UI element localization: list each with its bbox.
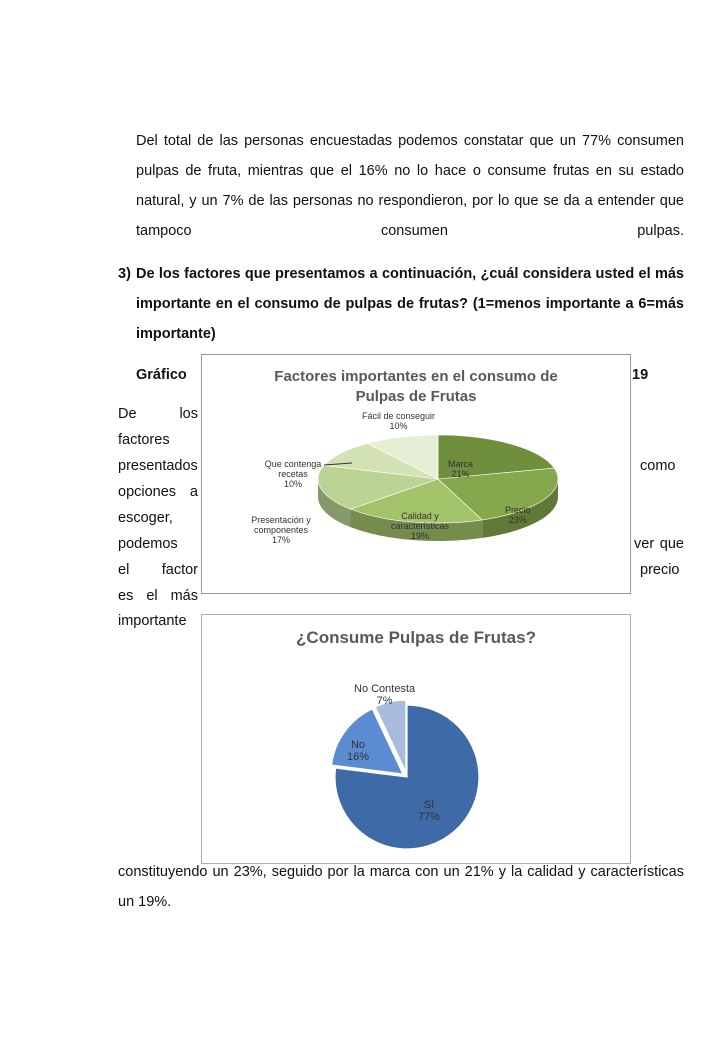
left-text-row (118, 482, 198, 502)
slice-label-calidad: Calidad y características 19% (390, 511, 450, 541)
word: opciones (118, 484, 177, 500)
left-text-row (118, 560, 198, 580)
intro-paragraph: Del total de las personas encuestadas podemos constatar que un 77% consumen pulpas de fruta, mientras que el 16% no lo hace o consume frutas en su estado natural, y un 7% de las personas no respondieron, por lo que se da a entender que tampoco consumen pulpas. (136, 133, 684, 239)
word: ver (634, 536, 655, 552)
word: que (659, 536, 684, 552)
question-number: 3) (118, 266, 131, 282)
question-text: De los factores que presentamos a continuación, ¿cuál considera usted el más importante en el consumo de pulpas de frutas? (1=menos importante a 6=más importante) (136, 266, 684, 342)
slice-label-recetas: Que contenga recetas 10% (264, 459, 322, 489)
slice-label-no: No 16% (347, 739, 370, 763)
word: más (170, 588, 198, 604)
chart-title: ¿Consume Pulpas de Frutas? (296, 628, 536, 647)
slice-label-presentacion: Presentación y componentes 17% (251, 515, 311, 545)
word: es (118, 588, 134, 604)
left-text: podemos (118, 536, 178, 552)
left-text: presentados (118, 458, 198, 474)
word: el (146, 588, 158, 604)
left-text-row (118, 586, 198, 606)
word: factor (161, 562, 198, 578)
grafico-number: 19 (632, 367, 649, 383)
consume-chart (201, 614, 631, 864)
right-text: precio (640, 562, 680, 578)
left-text: factores (118, 432, 170, 448)
closing-paragraph: constituyendo un 23%, seguido por la marca con un 21% y la calidad y características un 19%. (118, 864, 684, 910)
slice-label-no-contesta: No Contesta 7% (354, 683, 416, 707)
factors-chart (201, 354, 631, 594)
consume-pie (202, 615, 630, 863)
left-text: importante (118, 613, 187, 629)
slice-label-precio: Precio 23% (505, 505, 531, 525)
word: los (179, 406, 198, 422)
right-text: como (640, 458, 676, 474)
grafico-label: Gráfico (136, 367, 187, 383)
slice-label-marca: Marca 21% (448, 459, 474, 479)
left-text-row (118, 404, 198, 424)
left-text: escoger, (118, 510, 173, 526)
slice-label-facil: Fácil de conseguir 10% (362, 411, 436, 431)
right-text-row (634, 534, 684, 554)
word: De (118, 406, 137, 422)
chart-title: Factores importantes en el consumo de Pulpas de Frutas (274, 368, 558, 405)
word: el (118, 562, 130, 578)
word: a (189, 484, 198, 500)
slice-label-si: Sí 77% (418, 799, 441, 823)
